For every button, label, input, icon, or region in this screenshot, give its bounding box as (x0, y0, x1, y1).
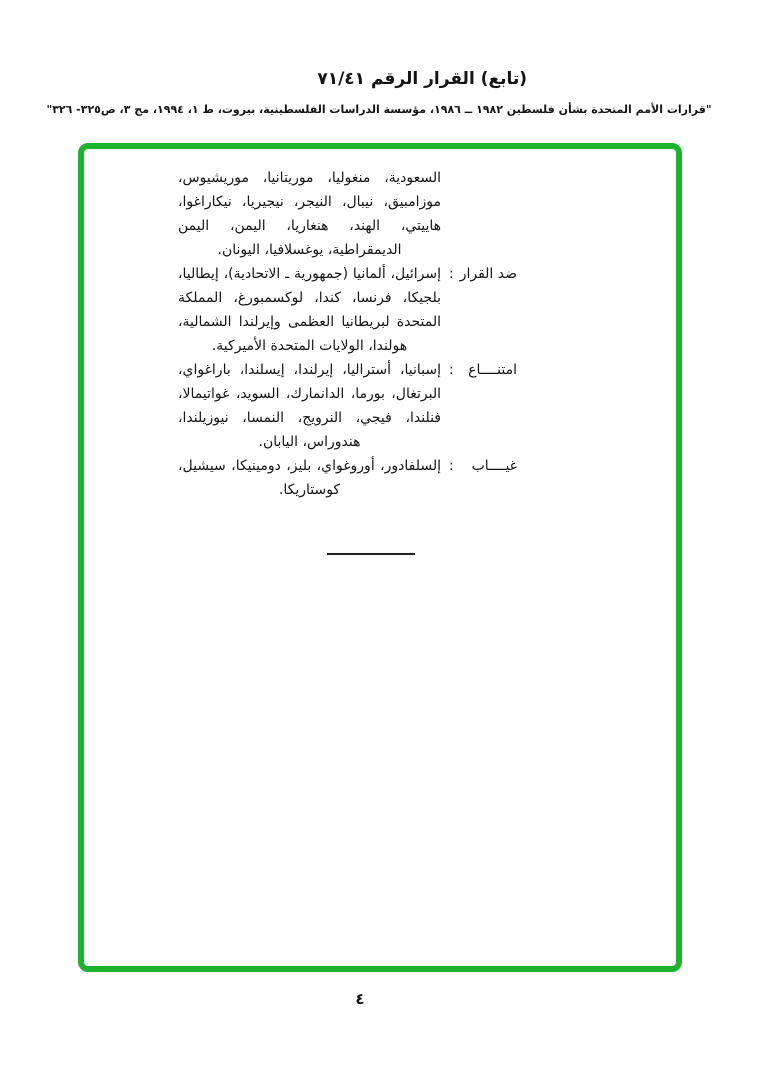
against-countries-text: إسرائيل، ألمانيا (جمهورية ـ الاتحادية)، إيطاليا، بلجيكا، فرنسا، كندا، لوكسمبورغ، المملكة المتحدة لبريطانيا العظمى وإيرلندا الشمالية، هولندا، الولايات المتحدة الأميركية. (178, 266, 441, 354)
vote-row-abstain (178, 358, 517, 454)
vote-label-absent (441, 454, 517, 502)
absent-countries-text: إلسلفادور، أوروغواي، بليز، دومينيكا، سيشيل، كوستاريكا. (178, 458, 441, 498)
vote-label-against (441, 262, 517, 358)
page-number: ٤ (355, 990, 365, 1008)
vote-label-abstain-colon: : (449, 362, 454, 378)
vote-label-empty (441, 166, 517, 262)
vote-label-against-colon: : (449, 266, 454, 282)
citation-line: "قرارات الأمم المتحدة بشأن فلسطين ١٩٨٢ ــ ١٩٨٦، مؤسسة الدراسات الفلسطينية، بيروت، ط ١، ١٩٩٤، مج ٣، ص٣٢٥- ٣٢٦" (46, 103, 712, 116)
page-title: (تابع) القرار الرقم ٧١/٤١ (317, 69, 527, 89)
vote-label-abstain (441, 358, 517, 454)
section-divider-rule (327, 553, 415, 555)
vote-label-absent-colon: : (449, 458, 454, 474)
vote-row-absent (178, 454, 517, 502)
vote-label-absent-text: غيــــاب (471, 458, 517, 474)
vote-label-against-text: ضد القرار (459, 266, 517, 282)
vote-record-block (178, 166, 517, 502)
in-favor-continuation-text: السعودية، منغوليا، موريتانيا، موريشيوس، موزامبيق، نيبال، النيجر، نيجيريا، نيكاراغوا، هاييتي، الهند، هنغاريا، اليمن، اليمن الديمقراطية، يوغسلافيا، اليونان. (178, 170, 441, 258)
abstain-countries-text: إسبانيا، أستراليا، إيرلندا، إيسلندا، باراغواي، البرتغال، بورما، الدانمارك، السويد، غواتيمالا، فنلندا، فيجي، النرويج، النمسا، نيوزيلندا، هندوراس، اليابان. (178, 362, 441, 450)
vote-label-abstain-text: امتنــــاع (468, 362, 517, 378)
vote-row-in-favor-continuation (178, 166, 517, 262)
vote-row-against (178, 262, 517, 358)
